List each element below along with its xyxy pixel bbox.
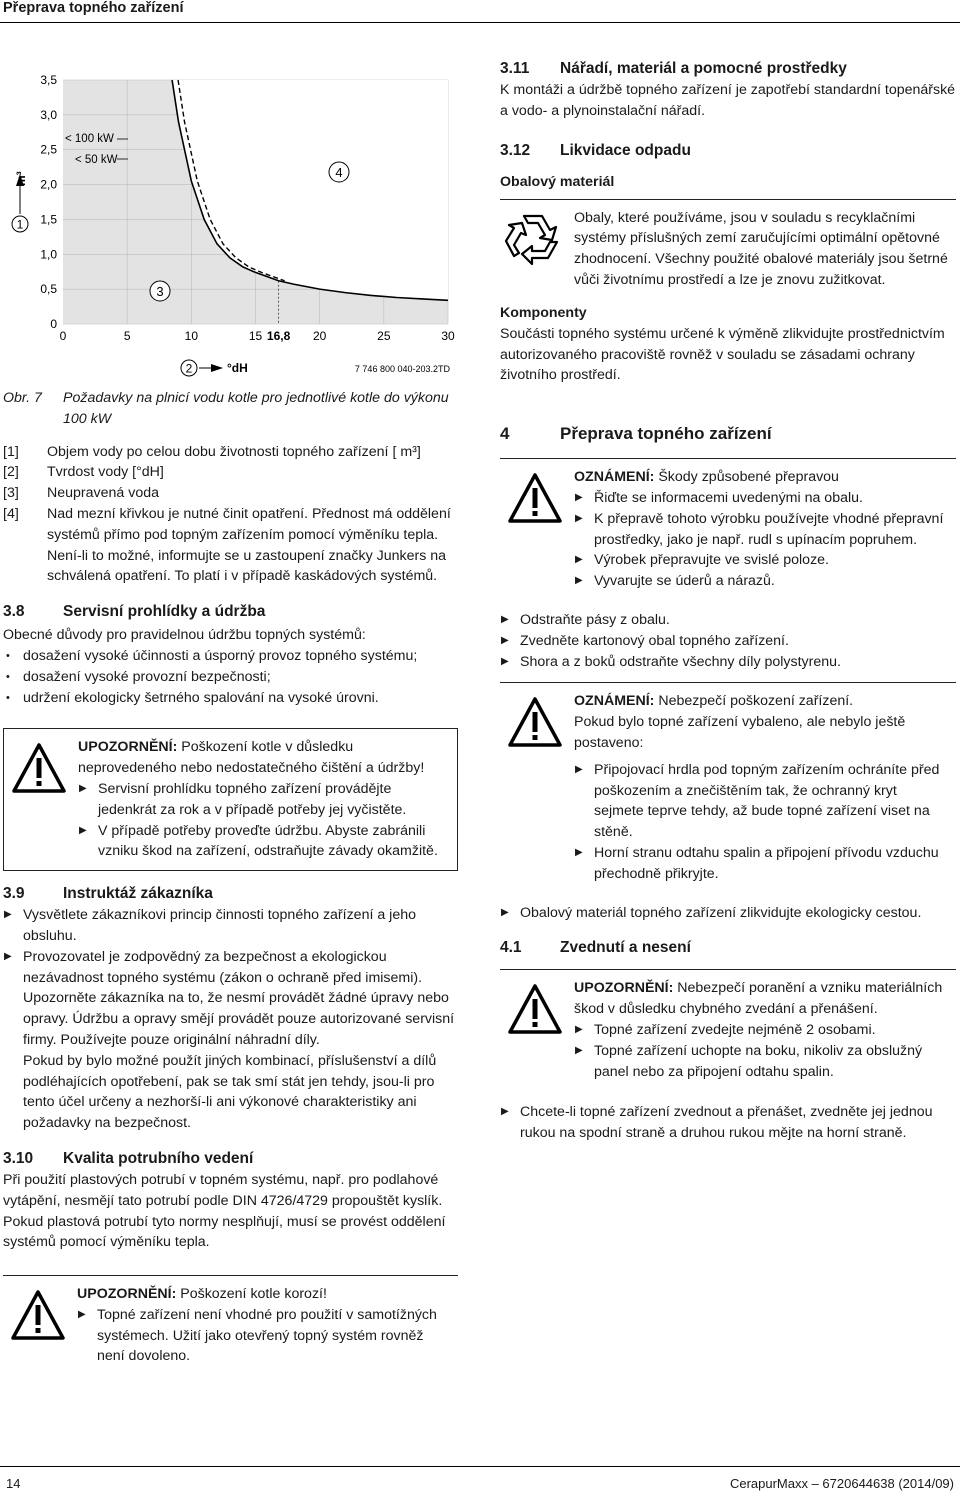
y-tick-label: 2,5	[40, 142, 57, 157]
x-tick-label: 5	[123, 329, 131, 343]
warning-triangle-icon	[12, 743, 66, 793]
page-header-title: Přeprava topného zařízení	[3, 0, 184, 16]
figure-caption	[3, 388, 458, 430]
legend-row	[3, 442, 458, 463]
marker-1: 1	[16, 217, 24, 232]
list-item: ▶ Obalový materiál topného zařízení zlikvidujte ekologicky cestou.	[500, 903, 956, 924]
list-item: ▶ Topné zařízení uchopte na boku, nikoliv za obslužný panel nebo za připojení odtahu spalin.	[574, 1041, 948, 1083]
figure-caption-text: Požadavky na plnicí vodu kotle pro jednotlivé kotle do výkonu 100 kW	[63, 390, 449, 427]
header-rule	[0, 22, 960, 23]
marker-2: 2	[185, 361, 193, 376]
warning-text: UPOZORNĚNÍ: Poškození kotle korozí!	[77, 1286, 327, 1303]
warning-triangle-icon	[11, 1290, 65, 1340]
legend-text: Tvrdost vody [°dH]	[47, 464, 164, 481]
section-3-8-heading: 3.8 Servisní prohlídky a údržba	[3, 603, 266, 621]
warning-list	[78, 779, 449, 862]
legend-key: [3]	[3, 485, 19, 502]
marker-4: 4	[335, 165, 343, 180]
y-tick-label: 1,5	[40, 212, 57, 227]
warning-text: UPOZORNĚNÍ: Nebezpečí poranění a vzniku materiálních škod v důsledku chybného zvedání a přenášení.	[574, 980, 943, 1018]
figure-caption-label: Obr. 7	[3, 390, 42, 406]
warning-triangle-icon	[508, 697, 562, 747]
x-axis-arrow-head	[211, 364, 223, 372]
notice-box-transport	[500, 458, 956, 600]
list-item: ▶ Řiďte se informacemi uvedenými na obalu.	[574, 488, 948, 509]
warning-triangle-icon	[508, 473, 562, 523]
section-3-10-heading: 3.10 Kvalita potrubního vedení	[3, 1149, 254, 1167]
legend-row	[3, 483, 458, 504]
warning-box-lifting	[500, 969, 956, 1090]
section-4-heading: 4 Přeprava topného zařízení	[500, 424, 772, 444]
legend-text: Nad mezní křivkou je nutné činit opatření. Přednost má oddělení systémů přímo pod topným zařízením pomocí výměníku tepla. Není-li to možné, informujte se u zastoupení značky Junkers na schválená opatření. To platí i v případě kaskádových systémů.	[47, 505, 451, 585]
figure-legend	[3, 442, 458, 588]
y-tick-label: 2,0	[40, 177, 57, 192]
section-3-11-text: K montáži a údržbě topného zařízení je zapotřebí standardní topenářské a vodo- a plynoinstalační nářadí.	[500, 82, 956, 119]
y-tick-label: 1,0	[40, 247, 57, 262]
left-column	[3, 62, 458, 1375]
notice-box-damage	[500, 682, 956, 892]
list-item: ▶ V případě potřeby proveďte údržbu. Abyste zabránili vzniku škod na zařízení, odstraňujte závady okamžitě.	[78, 821, 449, 863]
list-item: • dosažení vysoké účinnosti a úsporný provoz topného systému;	[3, 646, 458, 667]
section-3-9-list	[3, 905, 458, 988]
footer-rule	[0, 1466, 960, 1467]
warning-box-corrosion	[3, 1275, 458, 1375]
list-item: ▶ Zvedněte kartonový obal topného zařízení.	[500, 631, 956, 652]
list-item: ▶ Připojovací hrdla pod topným zařízením ochráníte před poškozením a znečištěním tak, že ochranný kryt sejmete teprve tehdy, až bude topné zařízení viset na stěně.	[574, 760, 948, 843]
legend-text: Neupravená voda	[47, 485, 160, 502]
curve-label-100kw: < 100 kW	[65, 133, 114, 145]
list-item: ▶ Servisní prohlídku topného zařízení provádějte jedenkrát za rok a v případě potřeby jej vyčistěte.	[78, 779, 449, 821]
section-3-9-paragraph-2: Pokud by bylo možné použít jiných kombinací, příslušenství a dílů podléhajících opotřebení, pak se tak smí stát jen tehdy, jsou-li pro tento účel určeny a nezhorší-li ani výkonové charakteristiky ani požadavky na bezpečnost.	[23, 1052, 437, 1132]
recycle-icon	[502, 210, 564, 268]
x-tick-label: 16,8	[266, 329, 291, 343]
components-text: Součásti topného systému určené k výměně zlikvidujte prostřednictvím autorizovaného pracoviště rovněž v souladu se zásadami ochrany životního prostředí.	[500, 325, 945, 384]
x-tick-label: 0	[59, 329, 67, 343]
list-item: ▶ Vysvětlete zákazníkovi princip činnosti topného zařízení a jeho obsluhu.	[3, 905, 458, 947]
curve-label-50kw: < 50 kW	[75, 154, 118, 166]
legend-text: Objem vody po celou dobu životnosti topného zařízení [ m³]	[47, 443, 421, 460]
chart-svg	[3, 62, 458, 384]
notice-paragraph: Pokud bylo topné zařízení vybaleno, ale nebylo ještě postaveno:	[574, 714, 906, 751]
marker-3: 3	[156, 284, 164, 299]
list-item: ▶ Shora a z boků odstraňte všechny díly polystyrenu.	[500, 652, 956, 673]
y-tick-label: 0	[50, 317, 57, 331]
section-3-11-heading: 3.11 Nářadí, materiál a pomocné prostředky	[500, 60, 847, 77]
document-id: CerapurMaxx – 6720644638 (2014/09)	[729, 1476, 954, 1491]
page-number: 14	[6, 1476, 21, 1491]
warning-list	[77, 1305, 450, 1367]
list-item: ▶ Provozovatel je zodpovědný za bezpečnost a ekologickou nezávadnost topného systému (zákon o ochraně před imisemi).	[3, 947, 458, 989]
y-tick-label: 3,5	[40, 73, 57, 87]
recycling-box	[500, 199, 956, 291]
warning-box-maintenance	[3, 728, 458, 871]
list-item: ▶ Horní stranu odtahu spalin a připojení přívodu vzduchu přechodně přikryjte.	[574, 843, 948, 885]
right-column	[500, 58, 956, 1144]
packaging-subheading: Obalový materiál	[500, 173, 615, 190]
x-tick-labels	[60, 329, 455, 343]
legend-key: [2]	[3, 464, 19, 481]
legend-key: [1]	[3, 443, 19, 460]
list-item: ▶ Odstraňte pásy z obalu.	[500, 610, 956, 631]
figure-code: 7 746 800 040-203.2TD	[354, 364, 450, 374]
y-tick-labels	[40, 73, 57, 331]
section-3-8-list	[3, 646, 458, 708]
x-tick-label: 10	[184, 329, 199, 343]
section-3-9-paragraph-1: Upozorněte zákazníka na to, že nesmí provádět žádné úpravy nebo opravy. Údržbu a opravy smějí provádět pouze autorizované servisní firmy. Používejte pouze originální náhradní díly.	[23, 990, 455, 1048]
list-item: • udržení ekologicky šetrného spalování na vysoké úrovni.	[3, 688, 458, 709]
warning-text: UPOZORNĚNÍ: Poškození kotle v důsledku neprovedeného nebo nedostatečného čištění a údržby!	[78, 739, 425, 777]
x-unit-label: °dH	[227, 361, 248, 375]
y-tick-label: 3,0	[40, 107, 57, 122]
section-4-1-heading: 4.1 Zvednutí a nesení	[500, 939, 691, 957]
legend-key: [4]	[3, 505, 19, 522]
figure-7-chart	[3, 62, 458, 384]
lifting-step	[500, 1102, 956, 1144]
x-tick-label: 15	[248, 329, 263, 343]
list-item: ▶ Výrobek přepravujte ve svislé poloze.	[574, 550, 948, 571]
unpacking-steps	[500, 610, 956, 672]
x-tick-label: 30	[441, 329, 455, 343]
list-item: ▶ Chcete-li topné zařízení zvednout a přenášet, zvedněte jej jednou rukou na spodní straně a druhou rukou mějte na horní straně.	[500, 1102, 956, 1144]
notice-text: OZNÁMENÍ: Škody způsobené přepravou	[574, 469, 839, 486]
y-unit-label: m³	[14, 171, 28, 186]
notice-list	[574, 488, 948, 592]
legend-row	[3, 504, 458, 587]
section-3-8-intro: Obecné důvody pro pravidelnou údržbu topných systémů:	[3, 627, 366, 644]
y-tick-label: 0,5	[40, 282, 57, 297]
notice-text: OZNÁMENÍ: Nebezpečí poškození zařízení.	[574, 693, 854, 710]
list-item: ▶ Vyvarujte se úderů a nárazů.	[574, 571, 948, 592]
x-tick-label: 20	[312, 329, 327, 343]
legend-row	[3, 462, 458, 483]
section-3-9-heading: 3.9 Instruktáž zákazníka	[3, 885, 213, 903]
list-item: • dosažení vysoké provozní bezpečnosti;	[3, 667, 458, 688]
list-item: ▶ K přepravě tohoto výrobku používejte vhodné přepravní prostředky, jako je např. rudl s upínacím popruhem.	[574, 509, 948, 551]
packaging-text: Obaly, které používáme, jsou v souladu s recyklačními systémy příslušných zemí zaručujícími optimální opětovné zhodnocení. Všechny použité obalové materiály jsou šetrné vůči životnímu prostředí a lze je znovu zužitkovat.	[574, 209, 948, 288]
warning-list	[574, 1020, 948, 1082]
list-item: ▶ Topné zařízení zvedejte nejméně 2 osobami.	[574, 1020, 948, 1041]
disposal-step	[500, 903, 956, 924]
warning-triangle-icon	[508, 984, 562, 1034]
x-tick-label: 25	[377, 329, 391, 343]
list-item: ▶ Topné zařízení není vhodné pro použití v samotížných systémech. Užití jako otevřený topný systém rovněž není dovoleno.	[77, 1305, 450, 1367]
section-3-12-heading: 3.12 Likvidace odpadu	[500, 141, 691, 159]
components-subheading: Komponenty	[500, 304, 587, 321]
section-3-10-text: Při použití plastových potrubí v topném systému, např. pro podlahové vytápění, nesmějí tato potrubí podle DIN 4726/4729 propouštět kyslík. Pokud plastová potrubí tyto normy nesplňují, musí se provést oddělení systémů pomocí výměníku tepla.	[3, 1171, 446, 1251]
notice-list	[574, 760, 948, 885]
